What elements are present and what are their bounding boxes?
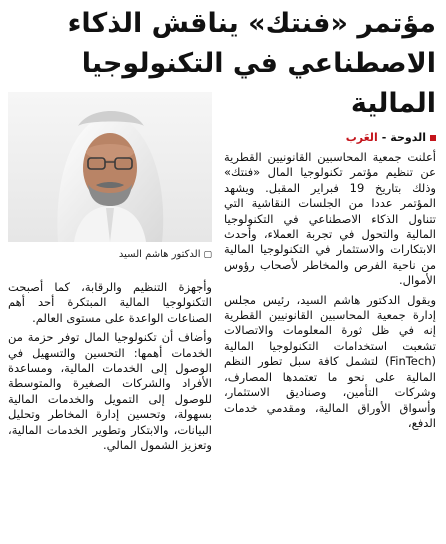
article-column-left [8, 280, 212, 457]
byline-separator: - [381, 131, 387, 144]
paragraph-4: وأضاف أن تكنولوجيا المال توفر حزمة من الخدمات أهمها: التحسين والتسهيل في الوصول إلى الخدمات المالية، ومساعدة الأفراد والشركات الصغيرة والمتوسطة للوصول إلى التمويل والخدمات المالية بسهولة، وتحسين إدارة المخاطر وتحليل البيانات، والابتكار وتطوير الخدمات المالية، وتعزيز الشمول المالي. [8, 330, 212, 453]
caption-bullet-icon: ▢ [203, 250, 212, 260]
byline-square-icon [430, 135, 436, 141]
article-byline [224, 131, 436, 144]
photo-caption [8, 247, 212, 263]
byline-city: الدوحة [390, 131, 426, 144]
portrait-photo-image [8, 92, 212, 242]
article-column-right [224, 150, 436, 435]
photo-caption-text: الدكتور هاشم السيد [118, 249, 201, 260]
outlet-logo: العَرب [345, 131, 378, 144]
article-headline: مؤتمر «فنتك» يناقش الذكاء الاصطناعي في التكنولوجيا المالية [67, 8, 436, 119]
paragraph-3: وأجهزة التنظيم والرقابة، كما أصبحت التكنولوجيا المالية المبتكرة أحد أهم الصناعات الواعدة على مستوى العالم. [8, 280, 212, 325]
paragraph-1: أعلنت جمعية المحاسبين القانونيين القطرية عن تنظيم مؤتمر تكنولوجيا المال «فنتك» وذلك بتاريخ 19 فبراير المقبل. ويشهد المؤتمر عددا من الجلسات النقاشية التي تتناول الذكاء الاصطناعي في التكنولوجيا المالية والتحول في تجربة العملاء، وأحدث الابتكارات والاستثمار في التكنولوجيا المالية من ناحية الفرص والمخاطر لأصحاب رؤوس الأموال. [224, 150, 436, 288]
paragraph-2: ويقول الدكتور هاشم السيد، رئيس مجلس إدارة جمعية المحاسبين القانونيين القطرية إنه في ظل ثورة المعلومات والاتصالات تشعبت استخدامات التكنولوجيا المالية (FinTech) لتشمل كافة سبل تطور النظم المالية على نحو ما تعتمدها المصارف، وشركات التأمين، وصناديق الاستثمار، وأسواق الأوراق المالية، ومقدمي خدمات الدفع، [224, 292, 436, 430]
portrait-photo [8, 92, 212, 242]
